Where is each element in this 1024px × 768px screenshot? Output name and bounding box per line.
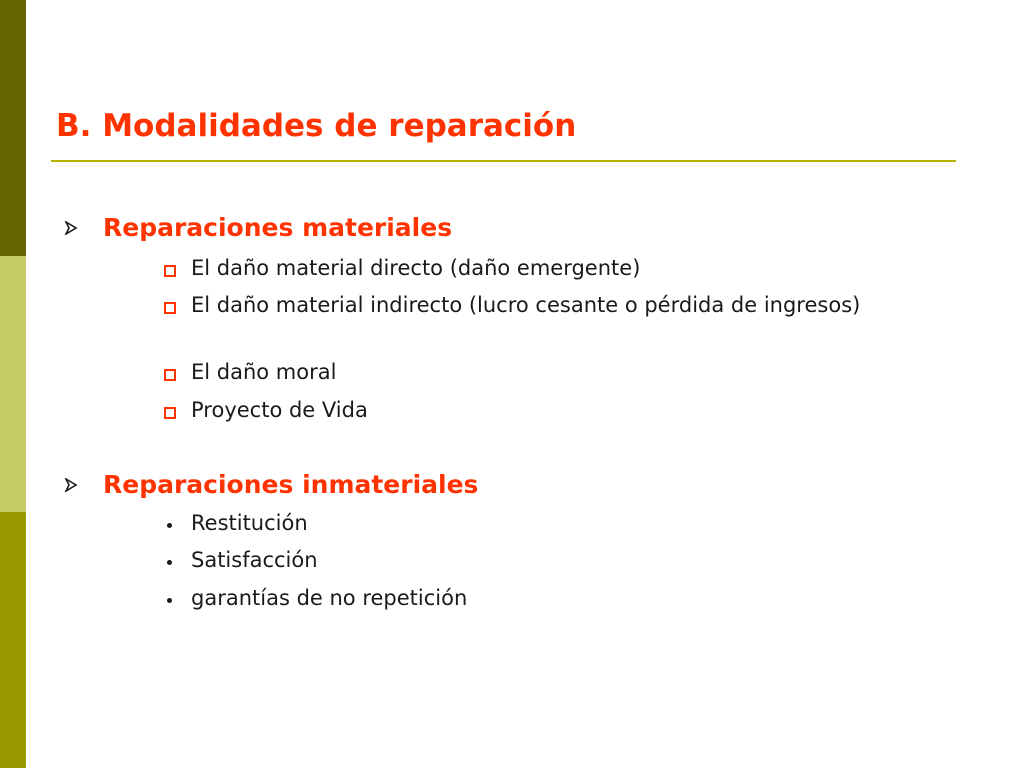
section-heading xyxy=(0,468,1000,502)
section-label: Reparaciones materiales xyxy=(103,213,453,242)
square-bullet-icon xyxy=(164,302,176,314)
dot-bullet-icon xyxy=(167,560,172,565)
list-item-label: El daño material indirecto (lucro cesante o pérdida de ingresos) xyxy=(191,293,861,317)
dot-bullet-icon xyxy=(167,523,172,528)
sidebar-band-bottom xyxy=(0,512,26,768)
list-item-label: Proyecto de Vida xyxy=(191,398,368,422)
list-item-label: garantías de no repetición xyxy=(191,586,468,610)
square-bullet-icon xyxy=(164,407,176,419)
slide-title: B. Modalidades de reparación xyxy=(56,108,577,144)
section-heading xyxy=(0,211,1000,245)
dot-bullet-icon xyxy=(167,598,172,603)
square-bullet-icon xyxy=(164,369,176,381)
square-bullet-icon xyxy=(164,265,176,277)
list-item-label: Restitución xyxy=(191,511,308,535)
list-item-label: El daño material directo (daño emergente) xyxy=(191,256,641,280)
arrow-right-icon xyxy=(64,478,78,492)
section-label: Reparaciones inmateriales xyxy=(103,470,479,499)
title-underline xyxy=(51,160,956,162)
arrow-right-icon xyxy=(64,221,78,235)
list-item-label: Satisfacción xyxy=(191,548,318,572)
list-item-label: El daño moral xyxy=(191,360,337,384)
